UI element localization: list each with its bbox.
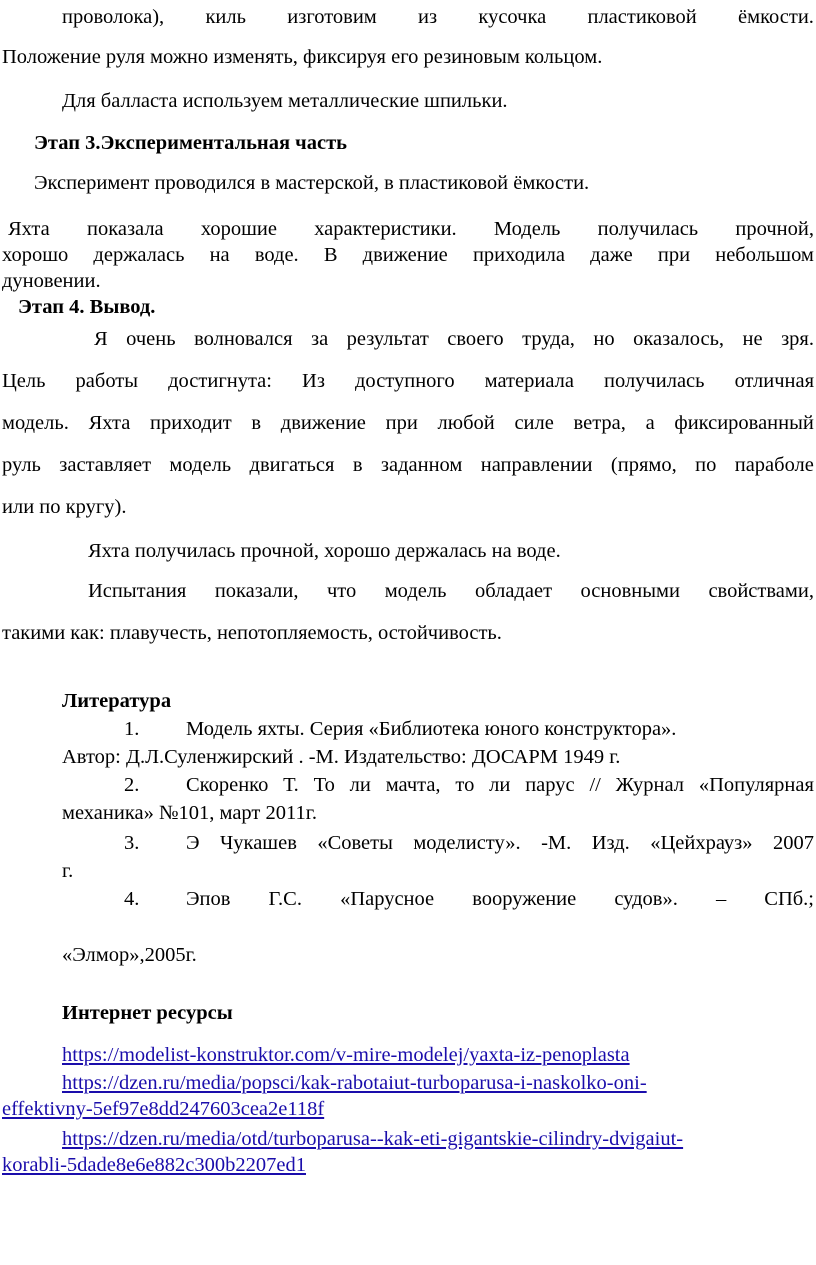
literature-item-text: Модель яхты. Серия «Библиотека юного конструктора». xyxy=(186,718,677,740)
tests-line2: такими как: плавучесть, непотопляемость, остойчивость. xyxy=(2,622,502,644)
word: воде. xyxy=(254,244,299,266)
tests-line1 xyxy=(88,578,814,604)
literature-item-text xyxy=(186,886,814,912)
conclusion-line5: или по кругу). xyxy=(2,496,127,518)
word: Модель xyxy=(493,218,561,240)
word: – xyxy=(715,888,727,910)
literature-item-num: 3. xyxy=(124,832,140,854)
word: Изд. xyxy=(591,832,630,854)
word: СПб.; xyxy=(764,888,814,910)
word: свойствами, xyxy=(708,580,814,602)
word: из xyxy=(418,6,438,28)
word: кусочка xyxy=(478,6,547,28)
word: Эпов xyxy=(186,888,231,910)
word: Яхта xyxy=(88,412,131,434)
word: ли xyxy=(489,774,511,796)
word: доступного xyxy=(355,370,455,392)
result-line1 xyxy=(8,216,814,242)
word: хорошие xyxy=(200,218,277,240)
word: изготовим xyxy=(287,6,377,28)
word: отличная xyxy=(734,370,814,392)
word: вооружение xyxy=(472,888,577,910)
word: в xyxy=(251,412,262,434)
literature-item-num: 1. xyxy=(124,718,140,740)
literature-item-1-line2: Автор: Д.Л.Суленжирский . -М. Издательство: ДОСАРМ 1949 г. xyxy=(62,746,621,768)
word: но xyxy=(593,328,615,350)
word: // xyxy=(589,774,601,796)
word: зря. xyxy=(781,328,814,350)
word: «Цейхрауз» xyxy=(650,832,753,854)
word: (прямо, xyxy=(610,454,677,476)
word: двигаться xyxy=(249,454,335,476)
literature-item-text xyxy=(186,772,814,798)
word: фиксированный xyxy=(674,412,814,434)
stage3-heading: Этап 3.Экспериментальная часть xyxy=(34,132,348,154)
word: обладает xyxy=(474,580,553,602)
word: своего xyxy=(447,328,504,350)
word: Э xyxy=(186,832,200,854)
internet-link-3-row-a xyxy=(62,1126,816,1152)
word: характеристики. xyxy=(314,218,457,240)
word: судов». xyxy=(614,888,678,910)
word: киль xyxy=(205,6,246,28)
conclusion-line1 xyxy=(94,326,814,352)
word: «Популярная xyxy=(698,774,814,796)
word: материала xyxy=(484,370,574,392)
word: заданном xyxy=(380,454,463,476)
result-line3: дуновении. xyxy=(2,270,101,292)
word: пластиковой xyxy=(587,6,697,28)
conclusion-line2 xyxy=(2,368,814,394)
word: работы xyxy=(75,370,139,392)
word: параболе xyxy=(734,454,814,476)
word: Г.С. xyxy=(268,888,302,910)
literature-item-text xyxy=(186,830,814,856)
word: волновался xyxy=(194,328,293,350)
word: модель xyxy=(169,454,232,476)
para1-line2: Положение руля можно изменять, фиксируя его резиновым кольцом. xyxy=(2,46,603,68)
word: а xyxy=(645,412,655,434)
word: Яхта xyxy=(8,218,50,240)
word: движение xyxy=(280,412,366,434)
literature-item-2-line2: механика» №101, март 2011г. xyxy=(62,802,317,824)
word: Из xyxy=(302,370,325,392)
internet-link-3[interactable]: https://dzen.ru/media/otd/turboparusa--kak-eti-gigantskie-cilindry-dvigaiut- xyxy=(62,1128,684,1150)
word: ёмкости. xyxy=(738,6,814,28)
word: на xyxy=(209,244,230,266)
word: Т. xyxy=(283,774,299,796)
word: результат xyxy=(346,328,429,350)
word: в xyxy=(352,454,363,476)
word: мачта, xyxy=(385,774,441,796)
word: при xyxy=(385,412,418,434)
word: при xyxy=(657,244,691,266)
word: То xyxy=(313,774,335,796)
word: ветра, xyxy=(573,412,626,434)
internet-link-1-row xyxy=(62,1042,816,1068)
word: приходила xyxy=(472,244,566,266)
word: за xyxy=(310,328,329,350)
word: Чукашев xyxy=(219,832,297,854)
word: моделисту». xyxy=(413,832,521,854)
strong-line: Яхта получилась прочной, хорошо держалась на воде. xyxy=(88,540,561,562)
word: получилась xyxy=(604,370,705,392)
word: Цель xyxy=(2,370,46,392)
word: прочной, xyxy=(735,218,814,240)
word: приходит xyxy=(150,412,232,434)
word: силе xyxy=(514,412,554,434)
internet-link-2-row-b xyxy=(2,1096,816,1122)
internet-link-3-continued[interactable]: korabli-5dade8e6e882c300b2207ed1 xyxy=(2,1154,306,1176)
word: 2007 xyxy=(772,832,814,854)
word: Журнал xyxy=(615,774,685,796)
stage4-heading: Этап 4. Вывод. xyxy=(18,296,156,318)
word: основными xyxy=(580,580,680,602)
word: небольшом xyxy=(715,244,814,266)
word: оказалось, xyxy=(633,328,725,350)
word: не xyxy=(742,328,763,350)
word: Испытания xyxy=(88,580,187,602)
word: то xyxy=(455,774,475,796)
word: -М. xyxy=(541,832,572,854)
conclusion-line4 xyxy=(2,452,814,478)
experiment-line: Эксперимент проводился в мастерской, в пластиковой ёмкости. xyxy=(34,172,590,194)
word: В xyxy=(323,244,338,266)
para1-line1 xyxy=(62,4,814,30)
word: держалась xyxy=(93,244,185,266)
literature-item-3-line2: г. xyxy=(62,860,74,882)
word: по xyxy=(695,454,717,476)
word: достигнута: xyxy=(168,370,272,392)
literature-item-4-line2: «Элмор»,2005г. xyxy=(62,944,197,966)
word: Скоренко xyxy=(186,774,269,796)
word: получилась xyxy=(597,218,699,240)
ballast-paragraph: Для балласта используем металлические шпильки. xyxy=(62,90,508,112)
word: показала xyxy=(86,218,164,240)
internet-link-1[interactable]: https://modelist-konstruktor.com/v-mire-modelej/yaxta-iz-penoplasta xyxy=(62,1044,630,1066)
word: руль xyxy=(2,454,41,476)
word: «Парусное xyxy=(340,888,435,910)
word: Я xyxy=(94,328,108,350)
word: направлении xyxy=(480,454,593,476)
result-line2 xyxy=(2,242,814,268)
word: что xyxy=(326,580,357,602)
word: заставляет xyxy=(59,454,152,476)
literature-heading: Литература xyxy=(62,690,172,712)
internet-link-2-continued[interactable]: effektivny-5ef97e8dd247603cea2e118f xyxy=(2,1098,325,1120)
word: «Советы xyxy=(317,832,393,854)
literature-item-num: 4. xyxy=(124,888,140,910)
word: даже xyxy=(590,244,633,266)
word: ли xyxy=(349,774,371,796)
literature-item-num: 2. xyxy=(124,774,140,796)
word: хорошо xyxy=(2,244,69,266)
word: труда, xyxy=(522,328,575,350)
conclusion-line3 xyxy=(2,410,814,436)
word: очень xyxy=(126,328,176,350)
word: показали, xyxy=(214,580,299,602)
internet-link-3-row-b xyxy=(2,1152,816,1178)
word: парус xyxy=(525,774,575,796)
internet-link-2[interactable]: https://dzen.ru/media/popsci/kak-rabotaiut-turboparusa-i-naskolko-oni- xyxy=(62,1072,647,1094)
word: любой xyxy=(437,412,495,434)
internet-link-2-row-a xyxy=(62,1070,816,1096)
word: модель xyxy=(384,580,447,602)
word: движение xyxy=(362,244,448,266)
internet-heading: Интернет ресурсы xyxy=(62,1002,233,1024)
word: проволока), xyxy=(62,6,165,28)
word: модель. xyxy=(2,412,69,434)
